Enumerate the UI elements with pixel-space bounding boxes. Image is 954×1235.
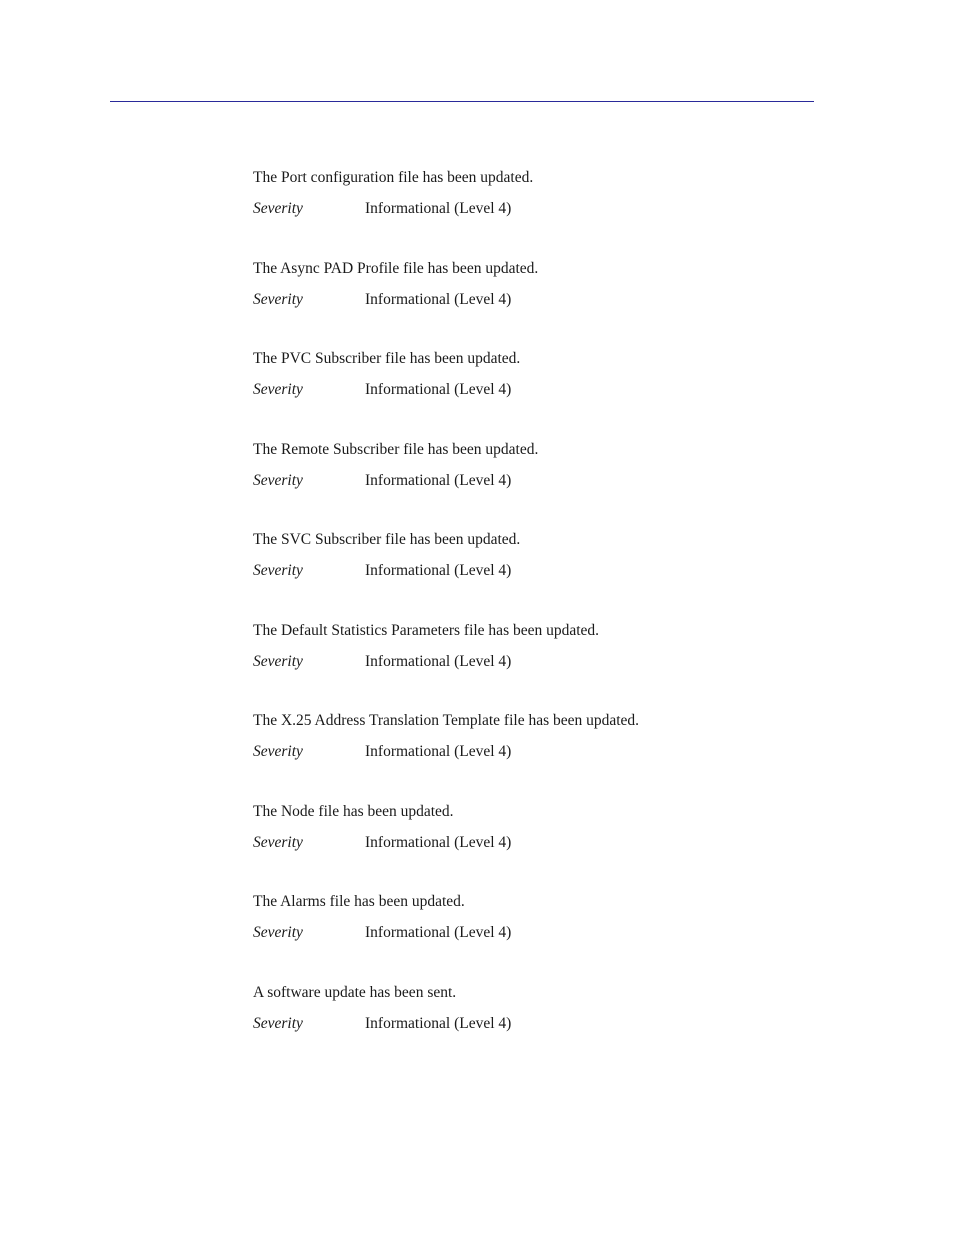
severity-label: Severity — [253, 290, 303, 308]
severity-label: Severity — [253, 833, 303, 851]
severity-value: Informational (Level 4) — [365, 200, 512, 217]
message-entry — [253, 709, 853, 800]
severity-value: Informational (Level 4) — [365, 471, 512, 489]
severity-label: Severity — [253, 652, 303, 670]
message-text: The PVC Subscriber file has been updated. — [253, 350, 521, 367]
severity-label: Severity — [253, 381, 303, 398]
message-entry — [253, 528, 853, 619]
message-entry — [253, 800, 853, 891]
message-text: The X.25 Address Translation Template file has been updated. — [253, 712, 640, 729]
message-entry — [253, 438, 853, 529]
severity-label: Severity — [253, 924, 303, 941]
message-text: The Default Statistics Parameters file has been updated. — [253, 621, 600, 639]
header-rule — [110, 101, 814, 102]
severity-value: Informational (Level 4) — [365, 1014, 512, 1032]
severity-value: Informational (Level 4) — [365, 743, 512, 760]
severity-value: Informational (Level 4) — [365, 924, 512, 941]
message-entry — [253, 981, 853, 1072]
severity-label: Severity — [253, 471, 303, 489]
message-list — [253, 166, 853, 1071]
severity-value: Informational (Level 4) — [365, 652, 512, 670]
severity-label: Severity — [253, 743, 303, 760]
message-text: The Node file has been updated. — [253, 802, 454, 820]
message-entry — [253, 166, 853, 257]
severity-value: Informational (Level 4) — [365, 562, 512, 579]
message-text: A software update has been sent. — [253, 983, 457, 1001]
message-text: The SVC Subscriber file has been updated. — [253, 531, 521, 548]
severity-value: Informational (Level 4) — [365, 381, 512, 398]
message-entry — [253, 257, 853, 348]
message-entry — [253, 619, 853, 710]
severity-label: Severity — [253, 1014, 303, 1032]
message-entry — [253, 347, 853, 438]
message-text: The Port configuration file has been updated. — [253, 169, 534, 186]
severity-value: Informational (Level 4) — [365, 290, 512, 308]
message-text: The Alarms file has been updated. — [253, 893, 465, 910]
message-text: The Remote Subscriber file has been updated. — [253, 440, 539, 458]
severity-label: Severity — [253, 200, 303, 217]
message-text: The Async PAD Profile file has been updated. — [253, 259, 539, 277]
message-entry — [253, 890, 853, 981]
severity-label: Severity — [253, 562, 303, 579]
severity-value: Informational (Level 4) — [365, 833, 512, 851]
